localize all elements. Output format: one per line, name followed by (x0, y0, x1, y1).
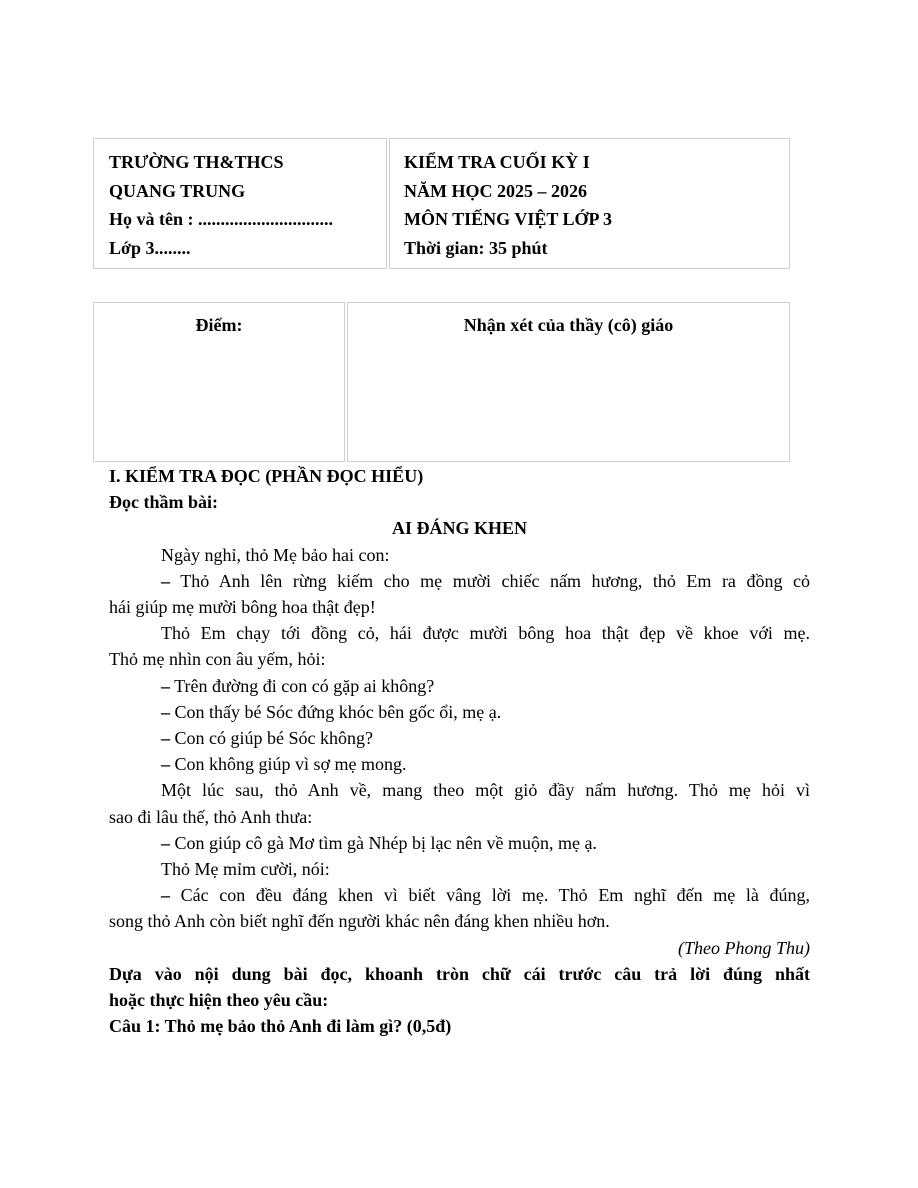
dialogue-dash: – (161, 754, 170, 775)
story-paragraph: song thỏ Anh còn biết nghĩ đến người khác nên đáng khen nhiều hơn. (109, 911, 610, 932)
reading-instruction: Đọc thầm bài: (109, 492, 218, 513)
dialogue-line (109, 699, 810, 725)
score-label: Điểm: (195, 315, 243, 335)
reading-section (109, 463, 810, 1039)
dialogue-dash: – (161, 885, 170, 906)
school-year: NĂM HỌC 2025 – 2026 (404, 180, 587, 201)
story-paragraph: Thỏ mẹ nhìn con âu yếm, hỏi: (109, 649, 326, 670)
dialogue-line (109, 725, 810, 751)
exam-info-box (389, 138, 790, 269)
dialogue-dash: – (161, 570, 170, 591)
dialogue-text: Con có giúp bé Sóc không? (170, 728, 373, 749)
school-info-box (93, 138, 387, 269)
story-paragraph: Thỏ Mẹ mỉm cười, nói: (161, 859, 330, 880)
dialogue-text: Con giúp cô gà Mơ tìm gà Nhép bị lạc nên về muộn, mẹ ạ. (170, 832, 597, 853)
story-paragraph: hái giúp mẹ mười bông hoa thật đẹp! (109, 597, 376, 618)
dialogue-dash: – (161, 832, 170, 853)
subject: MÔN TIẾNG VIỆT LỚP 3 (404, 209, 613, 229)
dialogue-dash: – (161, 701, 170, 722)
teacher-comment-box (347, 302, 790, 462)
dialogue-dash: – (161, 728, 170, 749)
score-box (93, 302, 345, 462)
section-heading: I. KIỂM TRA ĐỌC (PHẦN ĐỌC HIỂU) (109, 466, 424, 486)
question-instruction: hoặc thực hiện theo yêu cầu: (109, 990, 329, 1011)
dialogue-text: Con không giúp vì sợ mẹ mong. (170, 754, 407, 775)
dialogue-line (109, 751, 810, 777)
teacher-comment-label: Nhận xét của thầy (cô) giáo (463, 315, 674, 335)
dialogue-line (109, 568, 810, 594)
dialogue-text: Thỏ Anh lên rừng kiếm cho mẹ mười chiếc nấm hương, thỏ Em ra đồng cỏ (170, 570, 810, 591)
story-paragraph: Một lúc sau, thỏ Anh về, mang theo một giỏ đầy nấm hương. Thỏ mẹ hỏi vì (161, 780, 810, 801)
story-paragraph: Thỏ Em chạy tới đồng cỏ, hái được mười bông hoa thật đẹp về khoe với mẹ. (161, 623, 810, 644)
student-name-field: Họ và tên : .............................. (109, 209, 333, 229)
story-source: (Theo Phong Thu) (678, 937, 810, 958)
dialogue-dash: – (161, 675, 170, 696)
dialogue-text: Trên đường đi con có gặp ai không? (170, 675, 435, 696)
story-title: AI ĐÁNG KHEN (391, 518, 527, 539)
dialogue-text: Con thấy bé Sóc đứng khóc bên gốc ổi, mẹ ạ. (170, 701, 502, 722)
class-field: Lớp 3........ (109, 237, 191, 258)
dialogue-line (109, 830, 810, 856)
story-paragraph: Ngày nghỉ, thỏ Mẹ bảo hai con: (161, 544, 390, 565)
story-paragraph: sao đi lâu thế, thỏ Anh thưa: (109, 806, 313, 827)
school-name-line-2: QUANG TRUNG (109, 180, 246, 201)
dialogue-text: Các con đều đáng khen vì biết vâng lời mẹ. Thỏ Em nghĩ đến mẹ là đúng, (170, 885, 810, 906)
question-instruction: Dựa vào nội dung bài đọc, khoanh tròn chữ cái trước câu trả lời đúng nhất (109, 963, 810, 984)
duration: Thời gian: 35 phút (404, 237, 548, 258)
dialogue-line (109, 673, 810, 699)
school-name-line-1: TRƯỜNG TH&THCS (109, 152, 284, 172)
question-1: Câu 1: Thỏ mẹ bảo thỏ Anh đi làm gì? (0,5đ) (109, 1016, 452, 1037)
dialogue-line (109, 882, 810, 908)
exam-title: KIỂM TRA CUỐI KỲ I (404, 152, 590, 172)
